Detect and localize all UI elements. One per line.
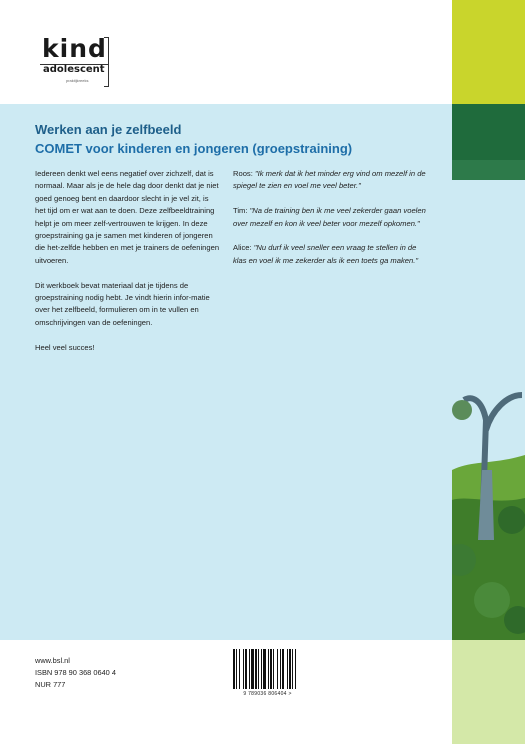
isbn-number: ISBN 978 90 368 0640 4 bbox=[35, 668, 116, 678]
book-title: Werken aan je zelfbeeld bbox=[35, 122, 182, 137]
barcode-bar bbox=[263, 649, 266, 689]
barcode-bar bbox=[295, 649, 296, 689]
barcode-bar bbox=[243, 649, 244, 689]
barcode-bar bbox=[277, 649, 278, 689]
description-paragraph: Iedereen denkt wel eens negatief over zichzelf, dat is normaal. Maar als je de hele dag door denkt dat je niet goed genoeg bent en daardoor slecht in je vel zit, is het tijd om er wat aan te doen. Deze zelfbeeldtraining helpt je om meer zelf-vertrouwen te krijgen. In deze groepstraining ga je samen met kinderen of jongeren die het-zelfde hebben en met je trainers de oefeningen uitvoeren. bbox=[35, 169, 220, 265]
barcode-bar bbox=[239, 649, 240, 689]
testimonials-column bbox=[233, 168, 428, 280]
testimonial-speaker: Roos: bbox=[233, 169, 253, 178]
publication-info bbox=[35, 655, 116, 692]
barcode-bar bbox=[292, 649, 293, 689]
description-paragraph: Dit werkboek bevat materiaal dat je tijdens de groepstraining nodig hebt. Je vindt hierin infor-matie over het zelfbeeld, formulieren om in te vullen en omschrijvingen van de oefeningen. bbox=[35, 280, 210, 327]
testimonial bbox=[233, 205, 428, 230]
barcode-bar bbox=[261, 649, 262, 689]
testimonial-speaker: Alice: bbox=[233, 243, 252, 253]
testimonial-speaker: Tim: bbox=[233, 206, 248, 216]
nur-code: NUR 777 bbox=[35, 680, 66, 690]
barcode-bar bbox=[282, 649, 284, 689]
closing-line: Heel veel succes! bbox=[35, 342, 95, 352]
barcode-digits: 9 789036 806404 > bbox=[243, 691, 292, 697]
barcode-bar bbox=[273, 649, 274, 689]
logo-subline: praktijkreeks bbox=[66, 78, 89, 83]
barcode-bar bbox=[270, 649, 272, 689]
testimonial-text: "Ik merk dat ik het minder erg vind om mezelf in de spiegel te zien en voel me veel beter." bbox=[233, 169, 426, 191]
logo-word: kind bbox=[42, 34, 107, 63]
barcode-bar bbox=[233, 649, 235, 689]
testimonial-text: "Nu durf ik veel sneller een vraag te stellen in de klas en voel ik me zekerder als ik een toets ga maken." bbox=[233, 243, 419, 265]
testimonial bbox=[233, 242, 428, 267]
forest-illustration bbox=[452, 0, 525, 744]
barcode-bar bbox=[280, 649, 281, 689]
barcode-bar bbox=[289, 649, 291, 689]
description-column bbox=[35, 168, 220, 366]
barcode-bar bbox=[258, 649, 259, 689]
testimonial-text: "Na de training ben ik me veel zekerder gaan voelen over mezelf en kon ik veel beter voor mezelf opkomen." bbox=[233, 206, 426, 228]
logo-bracket bbox=[104, 37, 109, 87]
barcode-bar bbox=[236, 649, 237, 689]
testimonial bbox=[233, 168, 428, 193]
barcode-bar bbox=[287, 649, 288, 689]
logo-tagline: adolescent bbox=[43, 64, 105, 75]
barcode-bar bbox=[249, 649, 250, 689]
book-subtitle: COMET voor kinderen en jongeren (groepstraining) bbox=[35, 141, 353, 156]
barcode-bar bbox=[268, 649, 269, 689]
barcode-bar bbox=[251, 649, 254, 689]
barcode-bars bbox=[229, 648, 306, 691]
cover-illustration-strip bbox=[452, 0, 525, 744]
barcode-bar bbox=[255, 649, 257, 689]
barcode-bar bbox=[245, 649, 247, 689]
publisher-website[interactable]: www.bsl.nl bbox=[35, 656, 70, 665]
isbn-barcode bbox=[229, 648, 306, 702]
publisher-logo bbox=[36, 34, 112, 90]
